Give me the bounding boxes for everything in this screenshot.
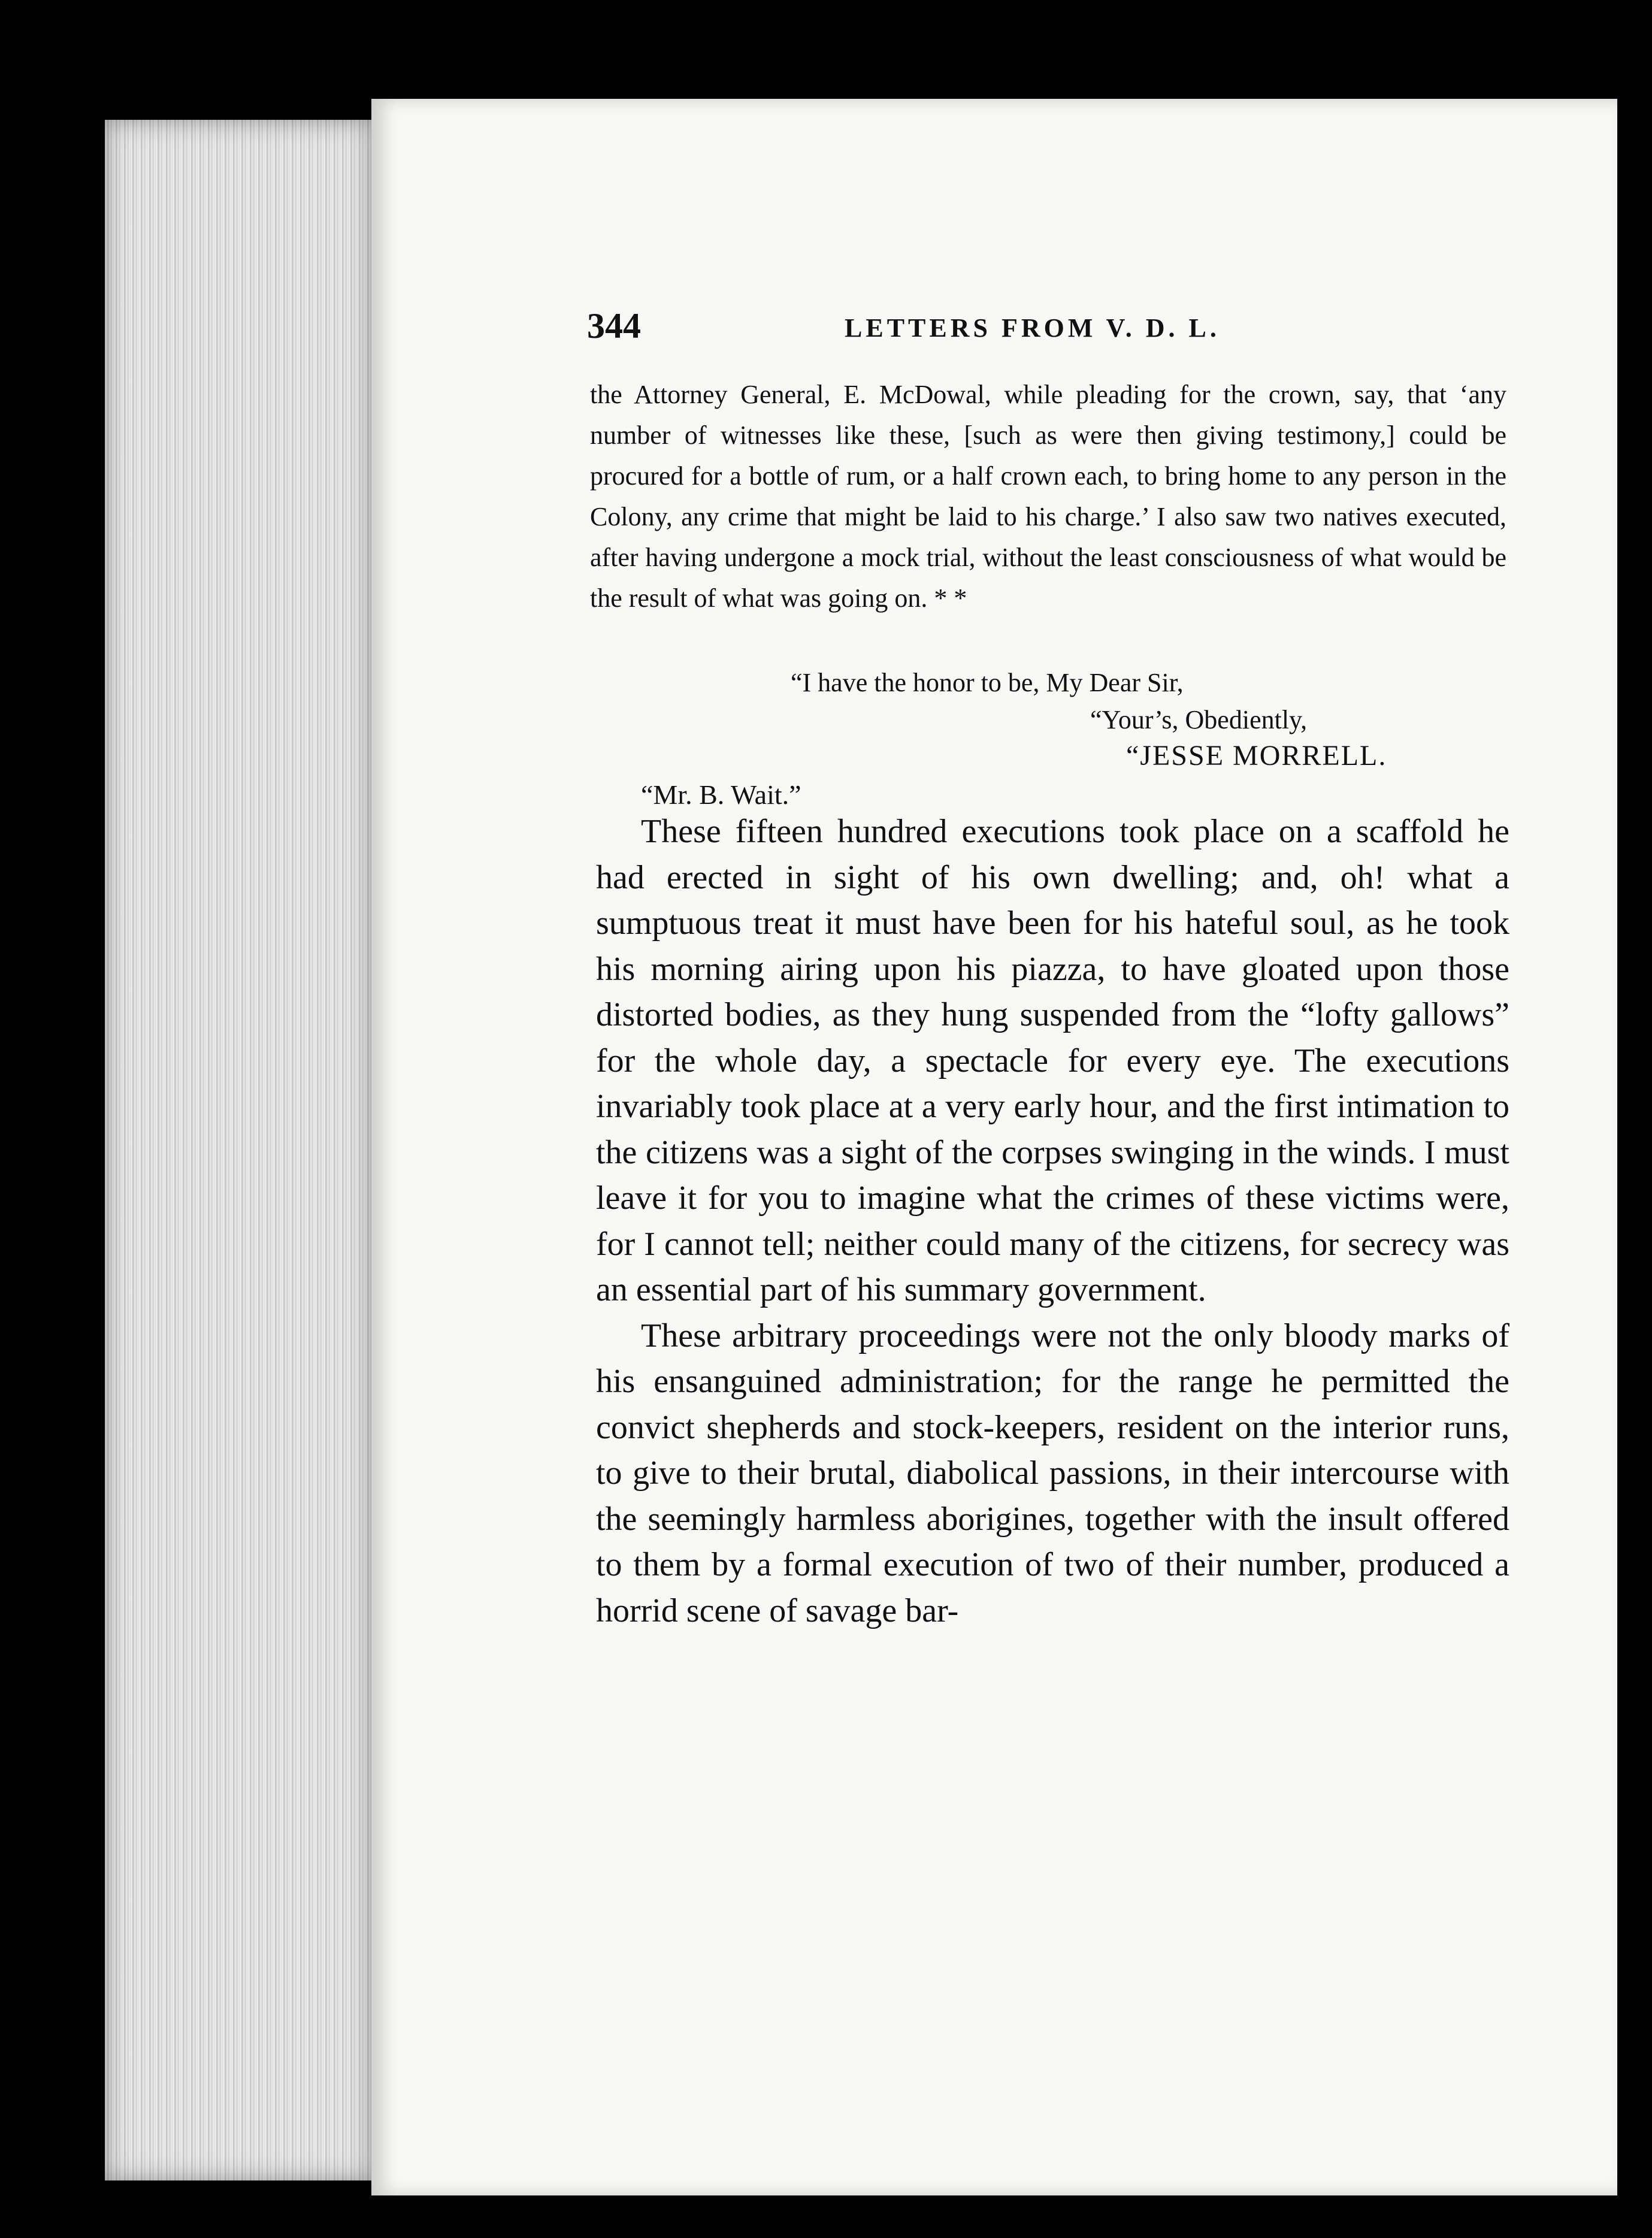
letter-paragraph: the Attorney General, E. McDowal, while pleading for the crown, say, that ‘any number of witnesses like these, [such as were then giving testimony,] could be procured for a bottle of rum, or a half crown each, to bring home to any person in the Colony, any crime that might be laid to his charge.’ I also saw two natives executed, after having undergone a mock trial, without the least consciousness of what would be the result of what was going on. * * [590,380,1506,613]
main-text [596,809,1509,1634]
body-paragraph: These arbitrary proceedings were not the only bloody marks of his ensanguined administration; for the range he permitted the convict shepherds and stock-keepers, resident on the interior runs, to give to their brutal, diabolical passions, in their intercourse with the seemingly harmless aborigines, together with the insult offered to them by a formal execution of two of their number, produced a horrid scene of savage bar- [596,1317,1509,1629]
letter-valediction: “Your’s, Obediently, [1090,705,1308,734]
running-head: LETTERS FROM V. D. L. [845,313,1220,343]
scan-border-right [1617,84,1652,2238]
page-header [587,306,1521,353]
page-edges [105,120,374,2180]
body-paragraph: These fifteen hundred executions took place on a scaffold he had erected in sight of his own dwelling; and, oh! what a sumptuous treat it must have been for his hateful soul, as he took his morning airing upon his piazza, to have gloated upon those distorted bodies, as they hung suspended from the “lofty gallows” for the whole day, a spectacle for every eye. The executions invariably took place at a very early hour, and the first intimation to the citizens was a sight of the corpses swinging in the winds. I must leave it for you to imagine what the crimes of these victims were, for I cannot tell; neither could many of the citizens, for secrecy was an essential part of his summary government. [596,813,1509,1308]
letter-closing-line: “I have the honor to be, My Dear Sir, [791,668,1184,697]
scan-border-top [0,0,1652,90]
letter-signature: “JESSE MORRELL. [1126,740,1387,772]
letter-addressee: “Mr. B. Wait.” [641,779,801,810]
letter-excerpt [590,374,1506,619]
scan-border-bottom [0,2195,1652,2238]
page-number: 344 [587,306,641,346]
